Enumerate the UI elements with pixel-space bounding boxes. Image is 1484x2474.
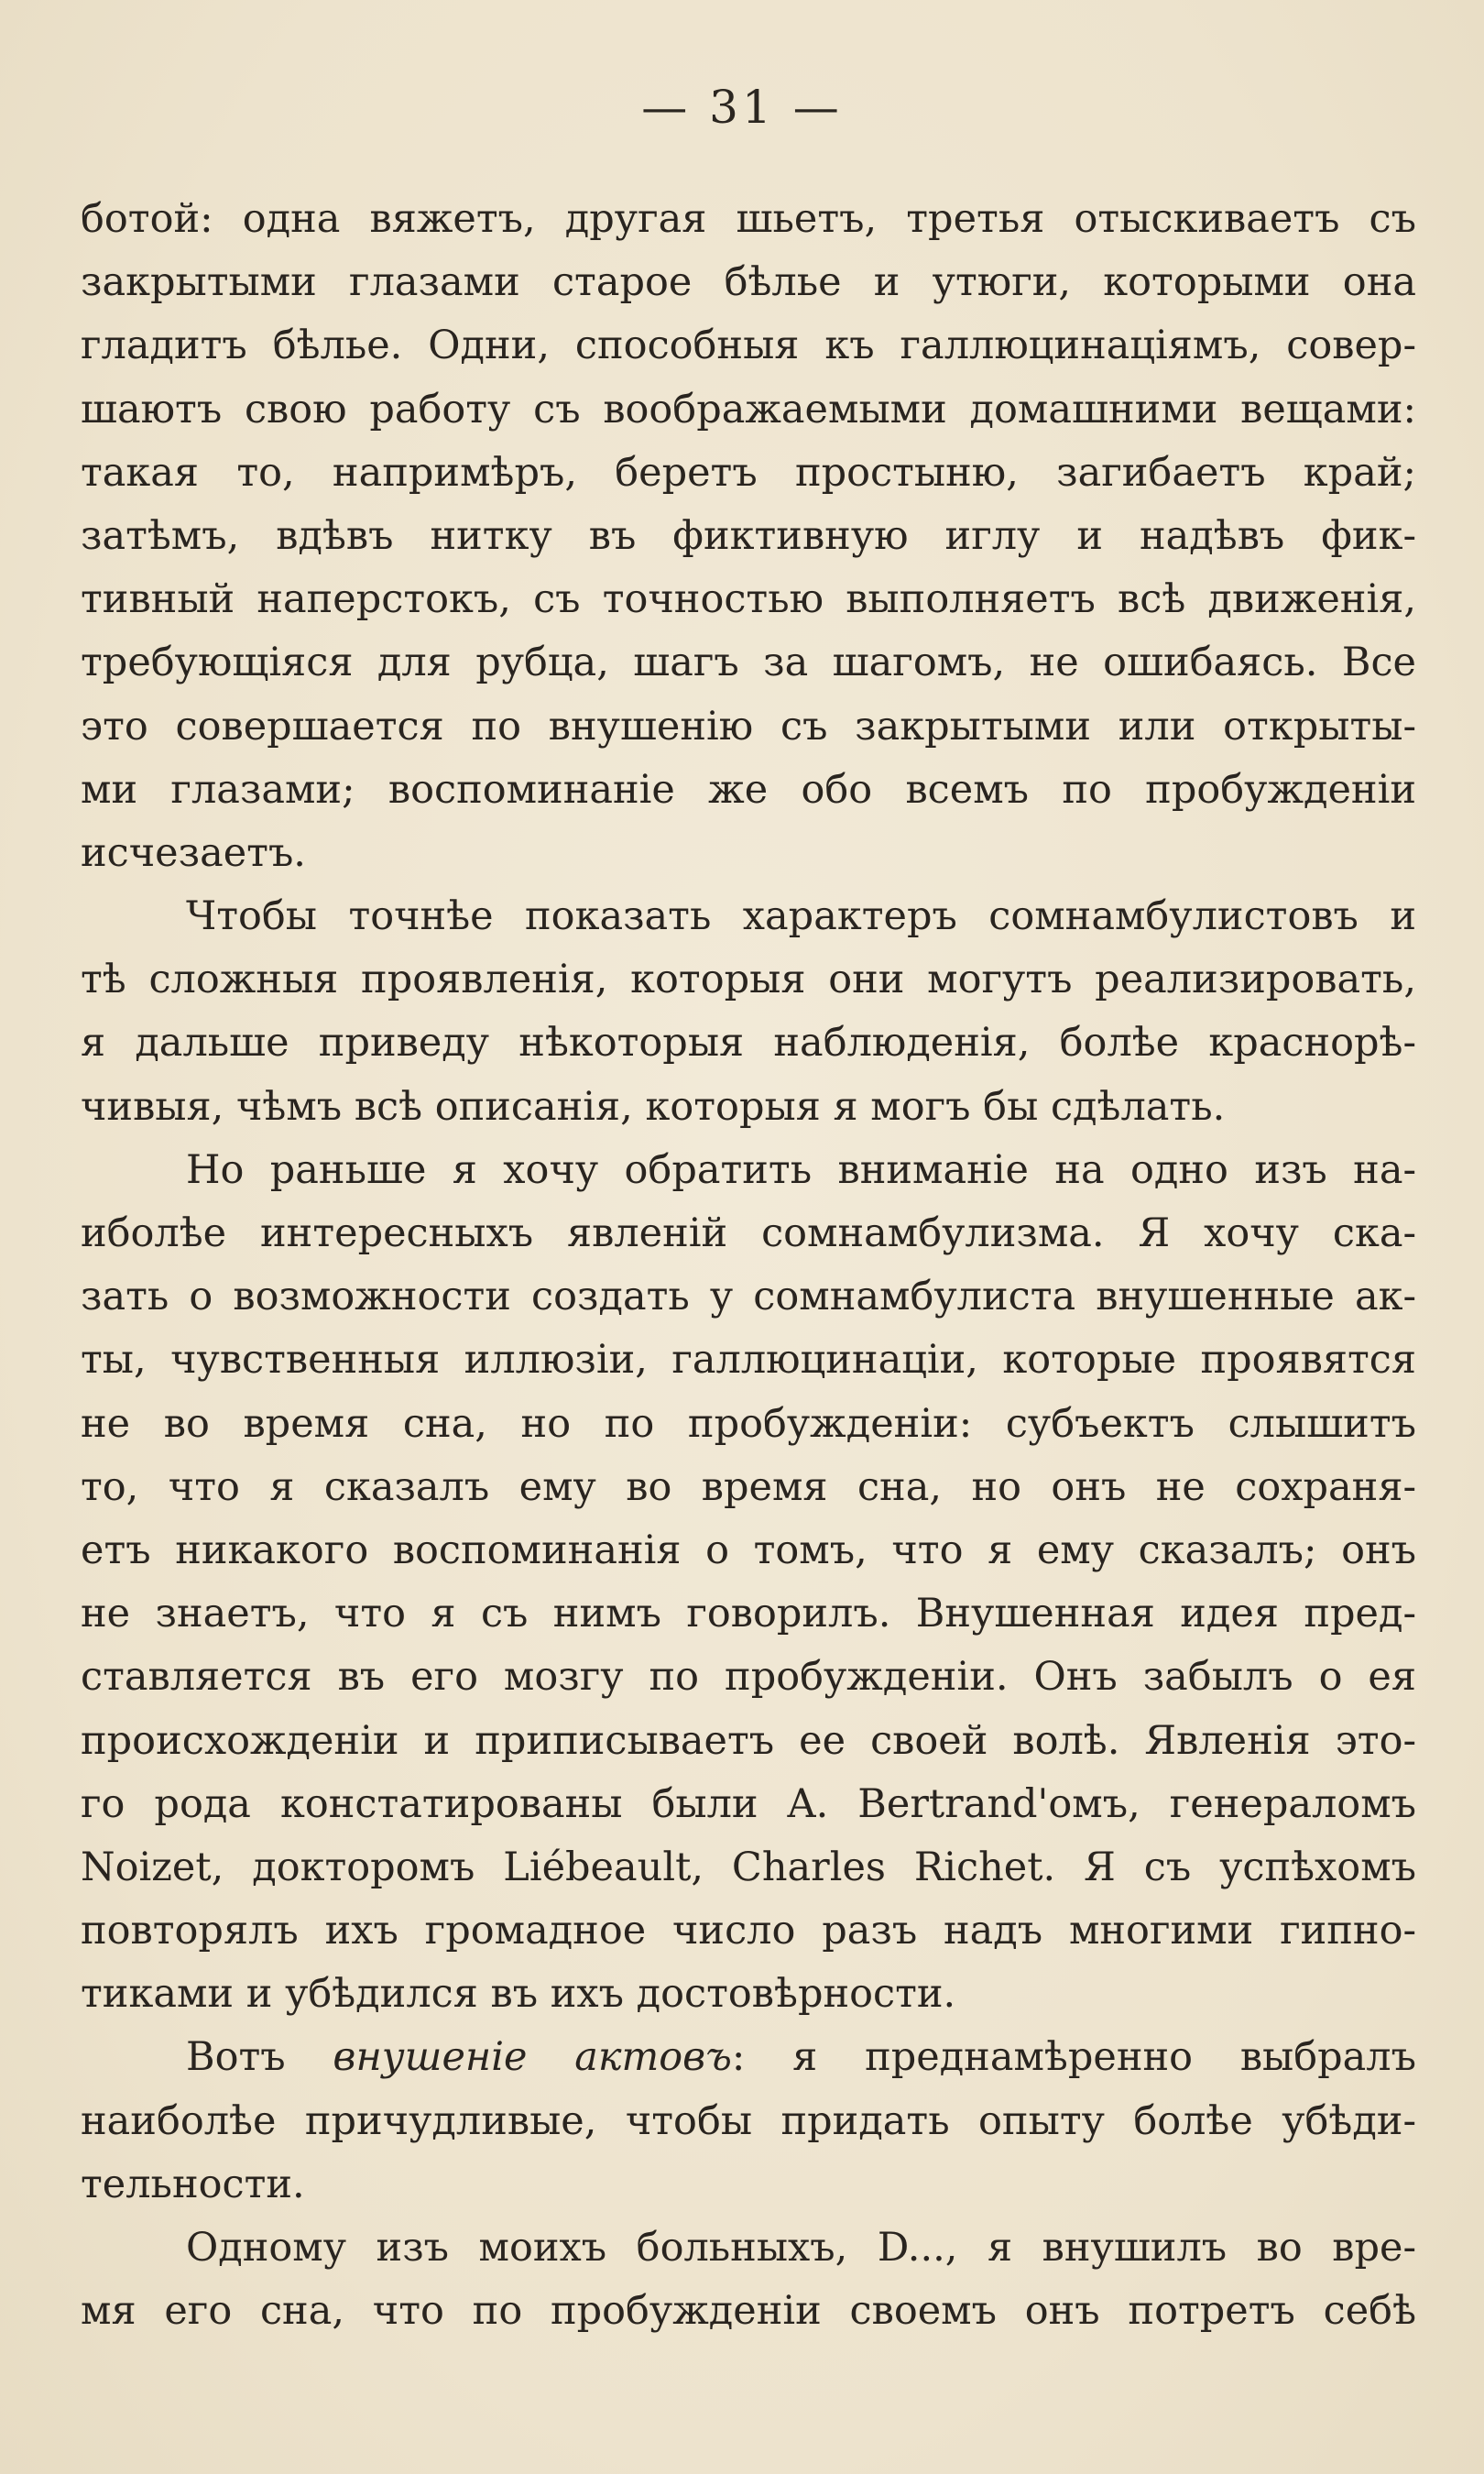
text-line: зать о возможности создать у сомнамбулиста внушенные ак- (81, 1274, 1416, 1320)
paragraph (81, 2026, 1416, 2217)
paragraph (81, 885, 1416, 1139)
text-line: мя его сна, что по пробужденіи своемъ онъ потретъ себѣ (81, 2288, 1416, 2335)
text-line: иболѣе интересныхъ явленій сомнамбулизма. Я хочу ска- (81, 1210, 1416, 1256)
page-number: — 31 — (641, 81, 843, 134)
text-line: исчезаетъ. (81, 829, 306, 876)
text-line: ты, чувственныя иллюзіи, галлюцинаціи, которые проявятся (81, 1337, 1416, 1384)
text-line: етъ никакого воспоминанія о томъ, что я ему сказалъ; онъ (81, 1527, 1416, 1573)
text-line: тельности. (81, 2161, 305, 2207)
paragraph (81, 2217, 1416, 2343)
text-line: тиками и убѣдился въ ихъ достовѣрности. (81, 1971, 956, 2018)
text-line: ми глазами; воспоминаніе же обо всемъ по пробужденіи (81, 766, 1416, 813)
text-line: Но раньше я хочу обратить вниманіе на одно изъ на- (186, 1146, 1416, 1193)
text-line: ставляется въ его мозгу по пробужденіи. Онъ забылъ о ея (81, 1654, 1416, 1701)
text-line: это совершается по внушенію съ закрытыми или открыты- (81, 703, 1416, 750)
text-line: наиболѣе причудливые, чтобы придать опыту болѣе убѣди- (81, 2097, 1416, 2144)
text-line: я дальше приведу нѣкоторыя наблюденія, болѣе краснорѣ- (81, 1020, 1416, 1067)
text-line: происхожденіи и приписываетъ ее своей волѣ. Явленія это- (81, 1717, 1416, 1764)
text-line: закрытыми глазами старое бѣлье и утюги, которыми она (81, 259, 1416, 306)
text-line: шаютъ свою работу съ воображаемыми домашними вещами: (81, 386, 1416, 432)
text-line: Noizet, докторомъ Liébeault, Charles Richet. Я съ успѣхомъ (81, 1844, 1416, 1890)
text-line: затѣмъ, вдѣвъ нитку въ фиктивную иглу и надѣвъ фик- (81, 512, 1416, 559)
text-line: го рода констатированы были A. Bertrand'омъ, генераломъ (81, 1780, 1416, 1827)
text-line: Одному изъ моихъ больныхъ, D..., я внушилъ во вре- (186, 2225, 1416, 2271)
text-line: тѣ сложныя проявленія, которыя они могутъ реализировать, (81, 957, 1416, 1003)
text-line: Вотъ внушеніе актовъ: я преднамѣренно выбралъ (186, 2034, 1416, 2081)
text-line: то, что я сказалъ ему во время сна, но онъ не сохраня- (81, 1463, 1416, 1510)
emphasis-text: внушеніе актовъ (333, 2034, 732, 2081)
text-line: Чтобы точнѣе показать характеръ сомнамбулистовъ и (186, 893, 1416, 940)
text-line: не во время сна, но по пробужденіи: субъектъ слышитъ (81, 1400, 1416, 1447)
text-line: не знаетъ, что я съ нимъ говорилъ. Внушенная идея пред- (81, 1591, 1416, 1637)
text-line: требующіяся для рубца, шагъ за шагомъ, не ошибаясь. Все (81, 640, 1416, 686)
body-text (81, 188, 1416, 2343)
text-line: такая то, напримѣръ, беретъ простыню, загибаетъ край; (81, 449, 1416, 496)
text-line: чивыя, чѣмъ всѣ описанія, которыя я могъ бы сдѣлать. (81, 1083, 1226, 1130)
paragraph (81, 1139, 1416, 2027)
text-line: повторялъ ихъ громадное число разъ надъ многими гипно- (81, 1908, 1416, 1954)
text-line: тивный наперстокъ, съ точностью выполняетъ всѣ движенія, (81, 576, 1416, 623)
text-line: ботой: одна вяжетъ, другая шьетъ, третья отыскиваетъ съ (81, 196, 1416, 242)
paragraph (81, 188, 1416, 885)
text-line: гладитъ бѣлье. Одни, способныя къ галлюцинаціямъ, совер- (81, 323, 1416, 369)
